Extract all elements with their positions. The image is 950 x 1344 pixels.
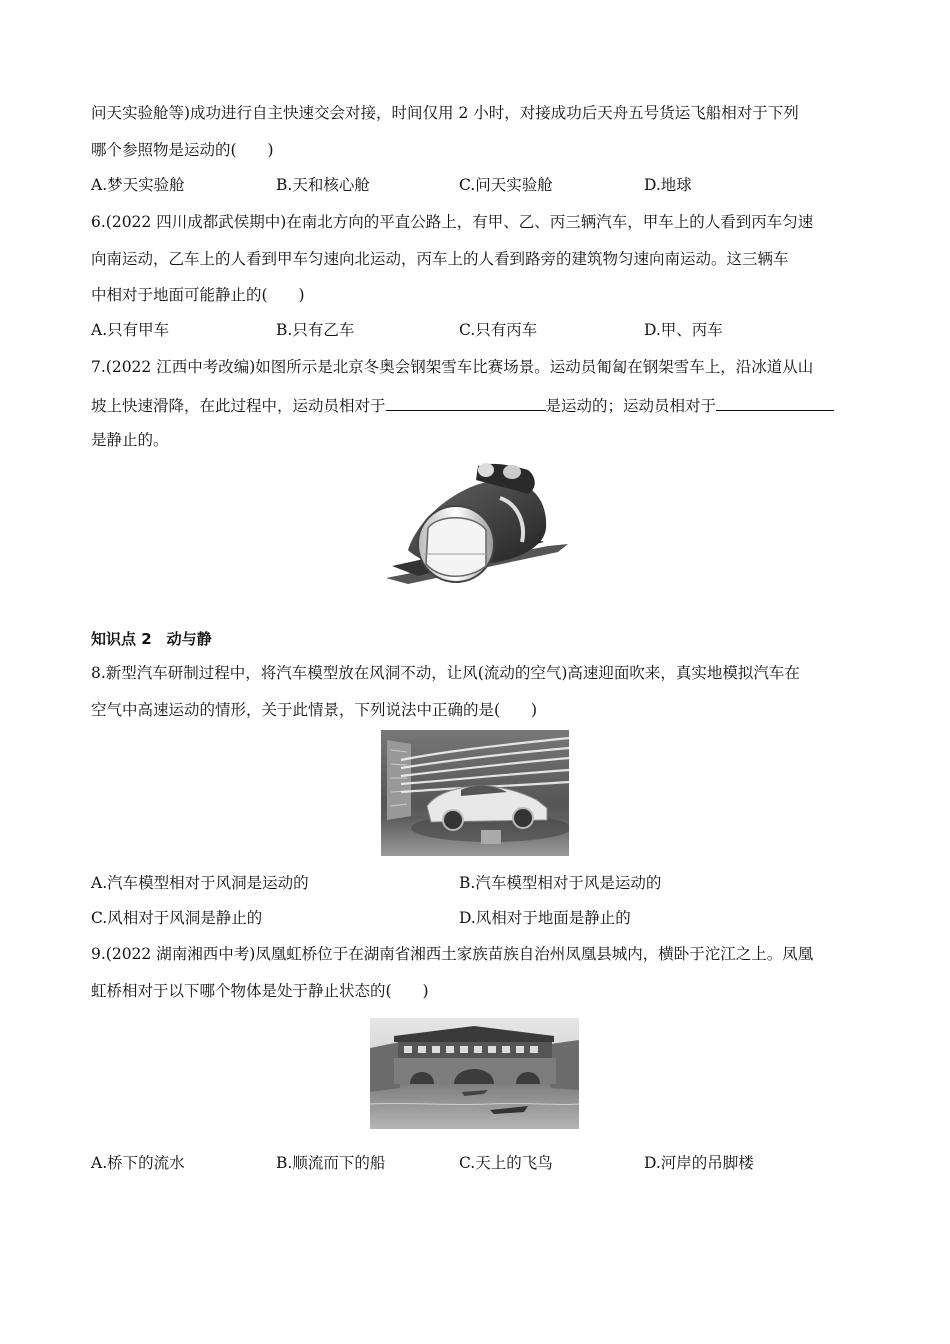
q8-options-row1 xyxy=(91,873,871,893)
q8-option-c: C.风相对于风洞是静止的 xyxy=(91,909,263,927)
q8-option-d: D.风相对于地面是静止的 xyxy=(459,909,631,927)
q7-blank-2[interactable] xyxy=(716,394,834,411)
q7-text-line1: 7.(2022 江西中考改编)如图所示是北京冬奥会钢架雪车比赛场景。运动员匍匐在钢架雪车上，沿冰道从山 xyxy=(91,358,814,376)
rainbow-bridge-photo xyxy=(370,1018,579,1129)
q5-option-b: B.天和核心舱 xyxy=(276,176,370,194)
q8-option-b: B.汽车模型相对于风是运动的 xyxy=(459,874,662,892)
q6-option-b: B.只有乙车 xyxy=(276,321,355,339)
q7-text-line2 xyxy=(91,394,834,416)
q6-options xyxy=(91,320,871,340)
q7-text-part1: 坡上快速滑降，在此过程中，运动员相对于 xyxy=(91,397,386,415)
q9-option-c: C.天上的飞鸟 xyxy=(459,1154,553,1172)
q8-text-line2: 空气中高速运动的情形，关于此情景，下列说法中正确的是( ) xyxy=(91,701,538,719)
q6-text-line2: 向南运动，乙车上的人看到甲车匀速向北运动，丙车上的人看到路旁的建筑物匀速向南运动。这三辆车 xyxy=(91,250,789,268)
q9-option-a: A.桥下的流水 xyxy=(91,1154,185,1172)
q5-option-d: D.地球 xyxy=(644,176,692,194)
q6-option-c: C.只有丙车 xyxy=(459,321,538,339)
q9-option-b: B.顺流而下的船 xyxy=(276,1154,386,1172)
q9-text-line1: 9.(2022 湖南湘西中考)凤凰虹桥位于在湖南省湘西土家族苗族自治州凤凰县城内，横卧于沱江之上。凤凰 xyxy=(91,945,814,963)
q5-options xyxy=(91,175,871,195)
q7-blank-1[interactable] xyxy=(386,394,546,411)
q6-text-line3: 中相对于地面可能静止的( ) xyxy=(91,286,305,304)
q6-option-a: A.只有甲车 xyxy=(91,321,170,339)
q6-text-line1: 6.(2022 四川成都武侯期中)在南北方向的平直公路上，有甲、乙、丙三辆汽车，甲车上的人看到丙车匀速 xyxy=(91,213,814,231)
q5-text-line1: 问天实验舱等)成功进行自主快速交会对接，时间仅用 2 小时，对接成功后天舟五号货运飞船相对于下列 xyxy=(91,104,799,122)
q9-text-line2: 虹桥相对于以下哪个物体是处于静止状态的( ) xyxy=(91,982,429,1000)
q6-option-d: D.甲、丙车 xyxy=(644,321,723,339)
q7-text-part2: 是运动的；运动员相对于 xyxy=(545,397,717,415)
q9-options xyxy=(91,1153,871,1173)
q8-option-a: A.汽车模型相对于风洞是运动的 xyxy=(91,874,309,892)
wind-tunnel-photo xyxy=(381,730,569,856)
section-heading: 知识点 2 动与静 xyxy=(91,630,212,648)
q7-text-line3: 是静止的。 xyxy=(91,431,169,449)
skeleton-sled-photo xyxy=(378,458,578,600)
q8-options-row2 xyxy=(91,908,871,928)
q8-text-line1: 8.新型汽车研制过程中，将汽车模型放在风洞不动，让风(流动的空气)高速迎面吹来，真实地模拟汽车在 xyxy=(91,664,800,682)
q9-option-d: D.河岸的吊脚楼 xyxy=(644,1154,754,1172)
q5-text-line2: 哪个参照物是运动的( ) xyxy=(91,141,274,159)
q5-option-a: A.梦天实验舱 xyxy=(91,176,185,194)
q5-option-c: C.问天实验舱 xyxy=(459,176,553,194)
